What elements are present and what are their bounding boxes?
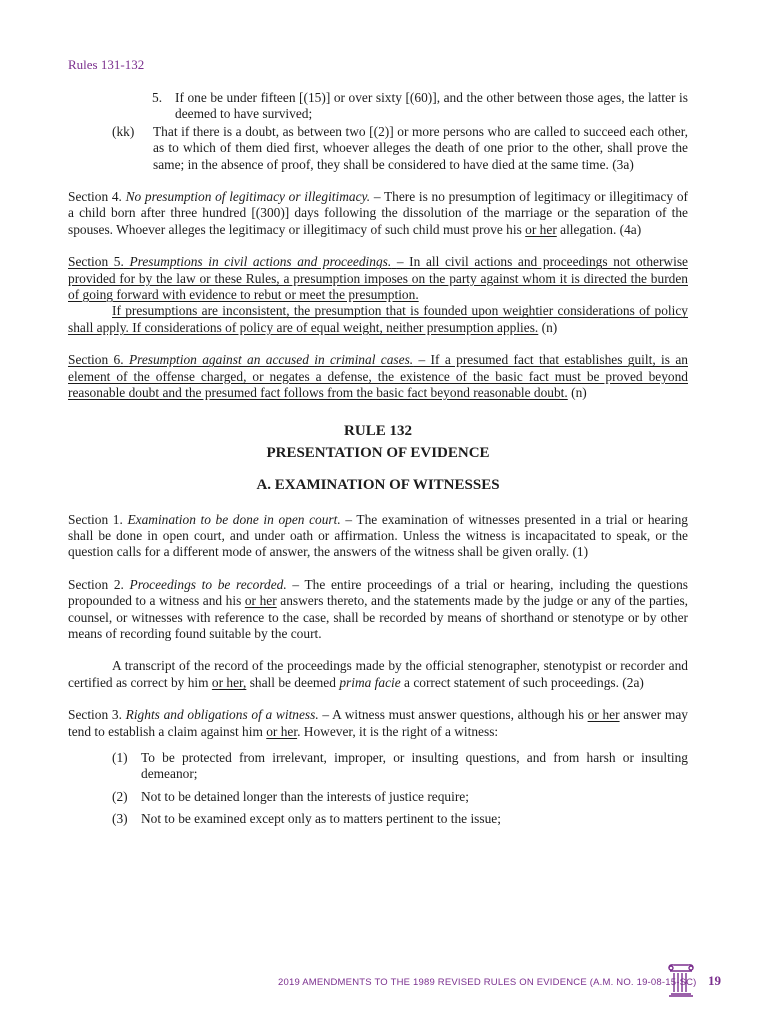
section-title: Presumptions in civil actions and proceedings.	[129, 254, 392, 270]
section-title: Examination to be done in open court.	[127, 511, 341, 527]
section-text: – If a presumed fact that establishes guilt, is an element of the offense charged, or negates a defense, the existence of the basic fact must be proved beyond reasonable doubt and the presumed fact follows from the basic fact beyond reasonable doubt.	[68, 352, 688, 401]
list-number: (1)	[112, 749, 128, 765]
amendment-insert: or her	[587, 707, 620, 723]
source-tag: (n)	[571, 385, 587, 401]
section-text: If presumptions are inconsistent, the presumption that is founded upon weightier considerations of policy shall apply. If considerations of policy are of equal weight, neither presumption applies.	[68, 303, 688, 335]
section-text: answer may tend to establish a claim against him	[68, 707, 688, 739]
list-text: To be protected from irrelevant, improper, or insulting questions, and from harsh or insulting demeanor;	[141, 749, 688, 782]
section-text: – The examination of witnesses presented in a trial or hearing shall be done in open court, and under oath or affirmation. Unless the witness is incapacitated to speak, or the question calls for a different mode of answer, the answers of the witness shall be given orally. (1)	[68, 511, 688, 560]
section-4	[68, 189, 688, 238]
section-text: – A witness must answer questions, although his	[322, 707, 584, 723]
rule132-section-1	[68, 512, 688, 561]
section-label: Section 1.	[68, 511, 123, 527]
list-text: Not to be examined except only as to matters pertinent to the issue;	[141, 811, 501, 827]
section-title: Rights and obligations of a witness.	[125, 707, 319, 723]
section-label: Section 5.	[68, 254, 124, 270]
rule132-section-2	[68, 577, 688, 643]
section-text: A transcript of the record of the proceedings made by the official stenographer, stenotypist or recorder and certified as correct by him	[68, 658, 688, 690]
section-label: Section 6.	[68, 352, 124, 368]
section-title: No presumption of legitimacy or illegitimacy.	[125, 189, 371, 205]
rule-title: PRESENTATION OF EVIDENCE	[266, 444, 490, 461]
list-item	[112, 811, 688, 827]
section-title: Proceedings to be recorded.	[129, 576, 287, 592]
enum-number: 5.	[152, 90, 163, 105]
section-label: Section 2.	[68, 576, 124, 592]
rule-number: RULE 132	[344, 422, 412, 439]
enum-item-kk	[112, 124, 688, 173]
section-5	[68, 254, 688, 303]
enum-text: If one be under fifteen [(15)] or over sixty [(60)], and the other between those ages, the latter is deemed to have survived;	[175, 90, 688, 122]
rule132-section-2-paragraph-2	[68, 658, 688, 691]
section-text: – There is no presumption of legitimacy or illegitimacy of a child born after three hundred [(300)] days following the dissolution of the marriage or the separation of the spouses. Whoever alleges the legitimacy or illegitimacy of such child must prove his	[68, 189, 688, 237]
section-text: – The entire proceedings of a trial or hearing, including the questions propounded to a witness and his	[68, 576, 688, 609]
witness-rights-list	[68, 750, 688, 828]
section-text: answers thereto, and the statements made by the judge or any of the parties, counsel, or witnesses with reference to the case, shall be recorded by means of shorthand or stenotype or by other means of recording found suitable by the court.	[68, 593, 689, 641]
section-text: – In all civil actions and proceedings not otherwise provided for by the law or these Rules, a presumption imposes on the party against whom it is directed the burden of going forward with evidence to rebut or meet the presumption.	[68, 254, 688, 303]
enum-item-5	[152, 90, 688, 123]
section-text: a correct statement of such proceedings. (2a)	[404, 674, 644, 690]
page-body	[68, 90, 688, 834]
amendment-insert: or her	[266, 723, 298, 739]
running-header: Rules 131-132	[68, 57, 145, 72]
subheading: A. EXAMINATION OF WITNESSES	[256, 476, 500, 493]
source-tag: (n)	[541, 319, 558, 335]
section-text: allegation. (4a)	[560, 221, 642, 237]
section-text: shall be deemed	[249, 674, 336, 690]
rule132-section-3	[68, 707, 688, 740]
amendment-insert: or her,	[211, 674, 247, 690]
latin-term: prima facie	[339, 674, 401, 690]
running-footer: 2019 AMENDMENTS TO THE 1989 REVISED RULES ON EVIDENCE (A.M. NO. 19-08-15-SC)	[278, 977, 697, 988]
list-number: (2)	[112, 788, 128, 804]
list-item	[112, 789, 688, 805]
section-text: . However, it is the right of a witness:	[297, 723, 499, 739]
pillar-icon	[666, 963, 696, 997]
list-number: (3)	[112, 811, 128, 827]
list-item	[112, 750, 688, 783]
enum-text: That if there is a doubt, as between two [(2)] or more persons who are called to succeed each other, as to which of them died first, whoever alleges the death of one prior to the other, shall prove the same; in the absence of proof, they shall be considered to have died at the same time. (3a)	[153, 123, 688, 172]
page-number: 19	[708, 973, 721, 988]
amendment-insert: or her	[525, 221, 557, 237]
section-label: Section 4.	[68, 189, 122, 205]
section-title: Presumption against an accused in criminal cases.	[128, 352, 414, 368]
section-5-paragraph-2	[68, 303, 688, 336]
amendment-insert: or her	[244, 593, 277, 609]
section-6	[68, 352, 688, 401]
list-text: Not to be detained longer than the interests of justice require;	[141, 788, 469, 804]
enum-number: (kk)	[112, 123, 135, 139]
section-label: Section 3.	[68, 707, 122, 723]
